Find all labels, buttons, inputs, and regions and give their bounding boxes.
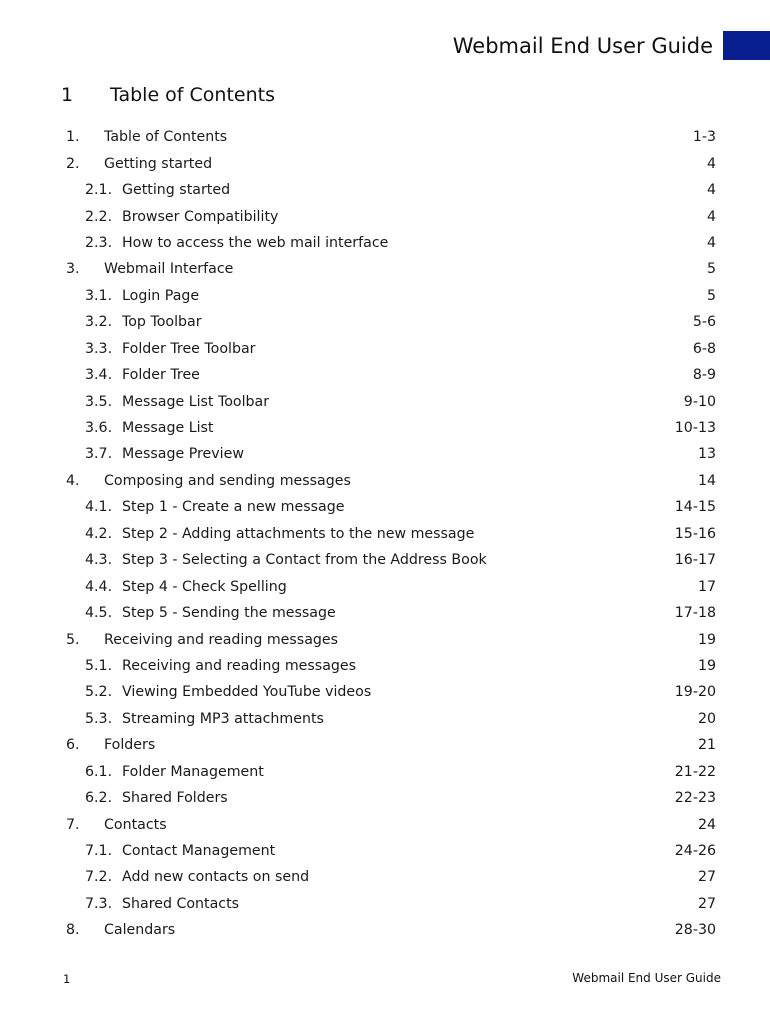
toc-entry-title: How to access the web mail interface: [122, 234, 389, 251]
toc-entry-page: 21: [697, 737, 716, 754]
toc-entry-number: 3.5.: [85, 393, 113, 410]
toc-entry-title: Folder Tree: [122, 367, 200, 384]
toc-entry[interactable]: [66, 811, 716, 837]
toc-entry-number: 3.2.: [85, 314, 113, 331]
toc-entry-page: 4: [706, 208, 716, 225]
section-heading: [61, 82, 275, 108]
toc-entry-page: 27: [697, 869, 716, 886]
toc-entry[interactable]: [66, 336, 716, 362]
toc-entry[interactable]: [66, 124, 716, 150]
toc-entry-number: 3.1.: [85, 287, 113, 304]
toc-entry-number: 5.1.: [85, 657, 113, 674]
toc-entry-page: 8-9: [692, 367, 716, 384]
toc-entry-number: 4.2.: [85, 525, 113, 542]
toc-entry-page: 21-22: [674, 763, 716, 780]
toc-entry-number: 4.4.: [85, 578, 113, 595]
toc-entry-number: 3.7.: [85, 446, 113, 463]
toc-entry-number: 6.2.: [85, 790, 113, 807]
toc-entry-number: 2.1.: [85, 182, 113, 199]
toc-entry[interactable]: [66, 415, 716, 441]
toc-entry-page: 5: [706, 287, 716, 304]
toc-entry-title: Step 3 - Selecting a Contact from the Address Book: [122, 552, 487, 569]
toc-entry-page: 19-20: [674, 684, 716, 701]
toc-entry-page: 5: [706, 261, 716, 278]
toc-entry-number: 4.: [66, 472, 80, 489]
toc-entry-title: Streaming MP3 attachments: [122, 710, 324, 727]
toc-entry-number: 7.3.: [85, 895, 113, 912]
toc-entry-page: 17: [697, 578, 716, 595]
toc-entry-title: Step 1 - Create a new message: [122, 499, 345, 516]
toc-entry-title: Top Toolbar: [122, 314, 202, 331]
toc-entry-number: 5.: [66, 631, 80, 648]
toc-entry[interactable]: [66, 600, 716, 626]
toc-entry-page: 27: [697, 895, 716, 912]
toc-entry-number: 3.6.: [85, 420, 113, 437]
toc-entry-title: Table of Contents: [104, 129, 228, 146]
toc-entry-title: Contacts: [104, 816, 167, 833]
toc-entry-page: 16-17: [674, 552, 716, 569]
toc-entry-number: 2.3.: [85, 234, 113, 251]
toc-entry-number: 4.3.: [85, 552, 113, 569]
toc-entry-page: 14: [697, 472, 716, 489]
table-of-contents: [66, 124, 716, 944]
toc-entry-number: 3.4.: [85, 367, 113, 384]
toc-entry-page: 20: [697, 710, 716, 727]
toc-entry-number: 6.: [66, 737, 80, 754]
toc-entry-page: 17-18: [674, 605, 716, 622]
toc-entry[interactable]: [66, 177, 716, 203]
toc-entry[interactable]: [66, 203, 716, 229]
toc-entry-number: 7.2.: [85, 869, 113, 886]
toc-entry-title: Receiving and reading messages: [122, 657, 357, 674]
toc-entry-page: 22-23: [674, 790, 716, 807]
toc-entry-title: Folders: [104, 737, 156, 754]
toc-entry-title: Add new contacts on send: [122, 869, 310, 886]
toc-entry-page: 1-3: [692, 129, 716, 146]
toc-entry-number: 7.: [66, 816, 80, 833]
toc-entry-number: 2.: [66, 155, 80, 172]
toc-entry-page: 6-8: [692, 340, 716, 357]
toc-entry-title: Message List: [122, 420, 214, 437]
toc-entry-title: Step 5 - Sending the message: [122, 605, 336, 622]
toc-entry[interactable]: [66, 283, 716, 309]
toc-entry-page: 4: [706, 155, 716, 172]
toc-entry[interactable]: [66, 679, 716, 705]
toc-entry-title: Webmail Interface: [104, 261, 234, 278]
toc-entry[interactable]: [66, 917, 716, 943]
toc-entry-title: Step 4 - Check Spelling: [122, 578, 287, 595]
toc-entry[interactable]: [66, 309, 716, 335]
toc-entry[interactable]: [66, 626, 716, 652]
toc-entry-title: Step 2 - Adding attachments to the new message: [122, 525, 475, 542]
toc-entry-number: 3.3.: [85, 340, 113, 357]
toc-entry-number: 3.: [66, 261, 80, 278]
toc-entry[interactable]: [66, 256, 716, 282]
toc-entry[interactable]: [66, 759, 716, 785]
toc-entry-page: 13: [697, 446, 716, 463]
toc-entry-number: 7.1.: [85, 843, 113, 860]
toc-entry-page: 4: [706, 234, 716, 251]
toc-entry[interactable]: [66, 521, 716, 547]
document-title: Webmail End User Guide: [452, 34, 713, 58]
toc-entry[interactable]: [66, 732, 716, 758]
toc-entry-page: 9-10: [683, 393, 716, 410]
toc-entry-title: Receiving and reading messages: [104, 631, 339, 648]
toc-entry-page: 24: [697, 816, 716, 833]
toc-entry-title: Folder Management: [122, 763, 264, 780]
toc-entry-number: 4.1.: [85, 499, 113, 516]
toc-entry-title: Getting started: [104, 155, 213, 172]
toc-entry-title: Contact Management: [122, 843, 276, 860]
toc-entry[interactable]: [66, 468, 716, 494]
toc-entry[interactable]: [66, 362, 716, 388]
toc-entry-title: Folder Tree Toolbar: [122, 340, 256, 357]
section-title: Table of Contents: [110, 84, 275, 106]
toc-entry-number: 2.2.: [85, 208, 113, 225]
toc-entry-number: 8.: [66, 922, 80, 939]
toc-entry-title: Viewing Embedded YouTube videos: [122, 684, 372, 701]
toc-entry[interactable]: [66, 494, 716, 520]
toc-entry[interactable]: [66, 441, 716, 467]
toc-entry[interactable]: [66, 573, 716, 599]
toc-entry[interactable]: [66, 891, 716, 917]
footer-page-number: 1: [63, 972, 71, 986]
toc-entry[interactable]: [66, 150, 716, 176]
toc-entry-page: 5-6: [692, 314, 716, 331]
toc-entry-title: Login Page: [122, 287, 200, 304]
toc-entry-title: Shared Contacts: [122, 895, 240, 912]
toc-entry[interactable]: [66, 785, 716, 811]
toc-entry-title: Message Preview: [122, 446, 244, 463]
toc-entry-number: 5.2.: [85, 684, 113, 701]
toc-entry-title: Composing and sending messages: [104, 472, 351, 489]
toc-entry-page: 15-16: [674, 525, 716, 542]
toc-entry[interactable]: [66, 230, 716, 256]
toc-entry-page: 24-26: [674, 843, 716, 860]
toc-entry-page: 14-15: [674, 499, 716, 516]
toc-entry-number: 5.3.: [85, 710, 113, 727]
toc-entry-number: 1.: [66, 129, 80, 146]
toc-entry[interactable]: [66, 547, 716, 573]
toc-entry[interactable]: [66, 388, 716, 414]
toc-entry-page: 19: [697, 631, 716, 648]
header-accent-block: [723, 31, 770, 60]
toc-entry[interactable]: [66, 864, 716, 890]
toc-entry-title: Message List Toolbar: [122, 393, 270, 410]
toc-entry[interactable]: [66, 838, 716, 864]
toc-entry-title: Shared Folders: [122, 790, 228, 807]
toc-entry[interactable]: [66, 706, 716, 732]
toc-entry-page: 10-13: [674, 420, 716, 437]
toc-entry-title: Browser Compatibility: [122, 208, 279, 225]
toc-entry-title: Getting started: [122, 182, 231, 199]
toc-entry-page: 19: [697, 657, 716, 674]
toc-entry-page: 4: [706, 182, 716, 199]
toc-entry[interactable]: [66, 653, 716, 679]
section-number: 1: [61, 84, 74, 106]
toc-entry-title: Calendars: [104, 922, 176, 939]
toc-entry-number: 4.5.: [85, 605, 113, 622]
toc-entry-number: 6.1.: [85, 763, 113, 780]
toc-entry-page: 28-30: [674, 922, 716, 939]
footer-title: Webmail End User Guide: [572, 971, 721, 985]
